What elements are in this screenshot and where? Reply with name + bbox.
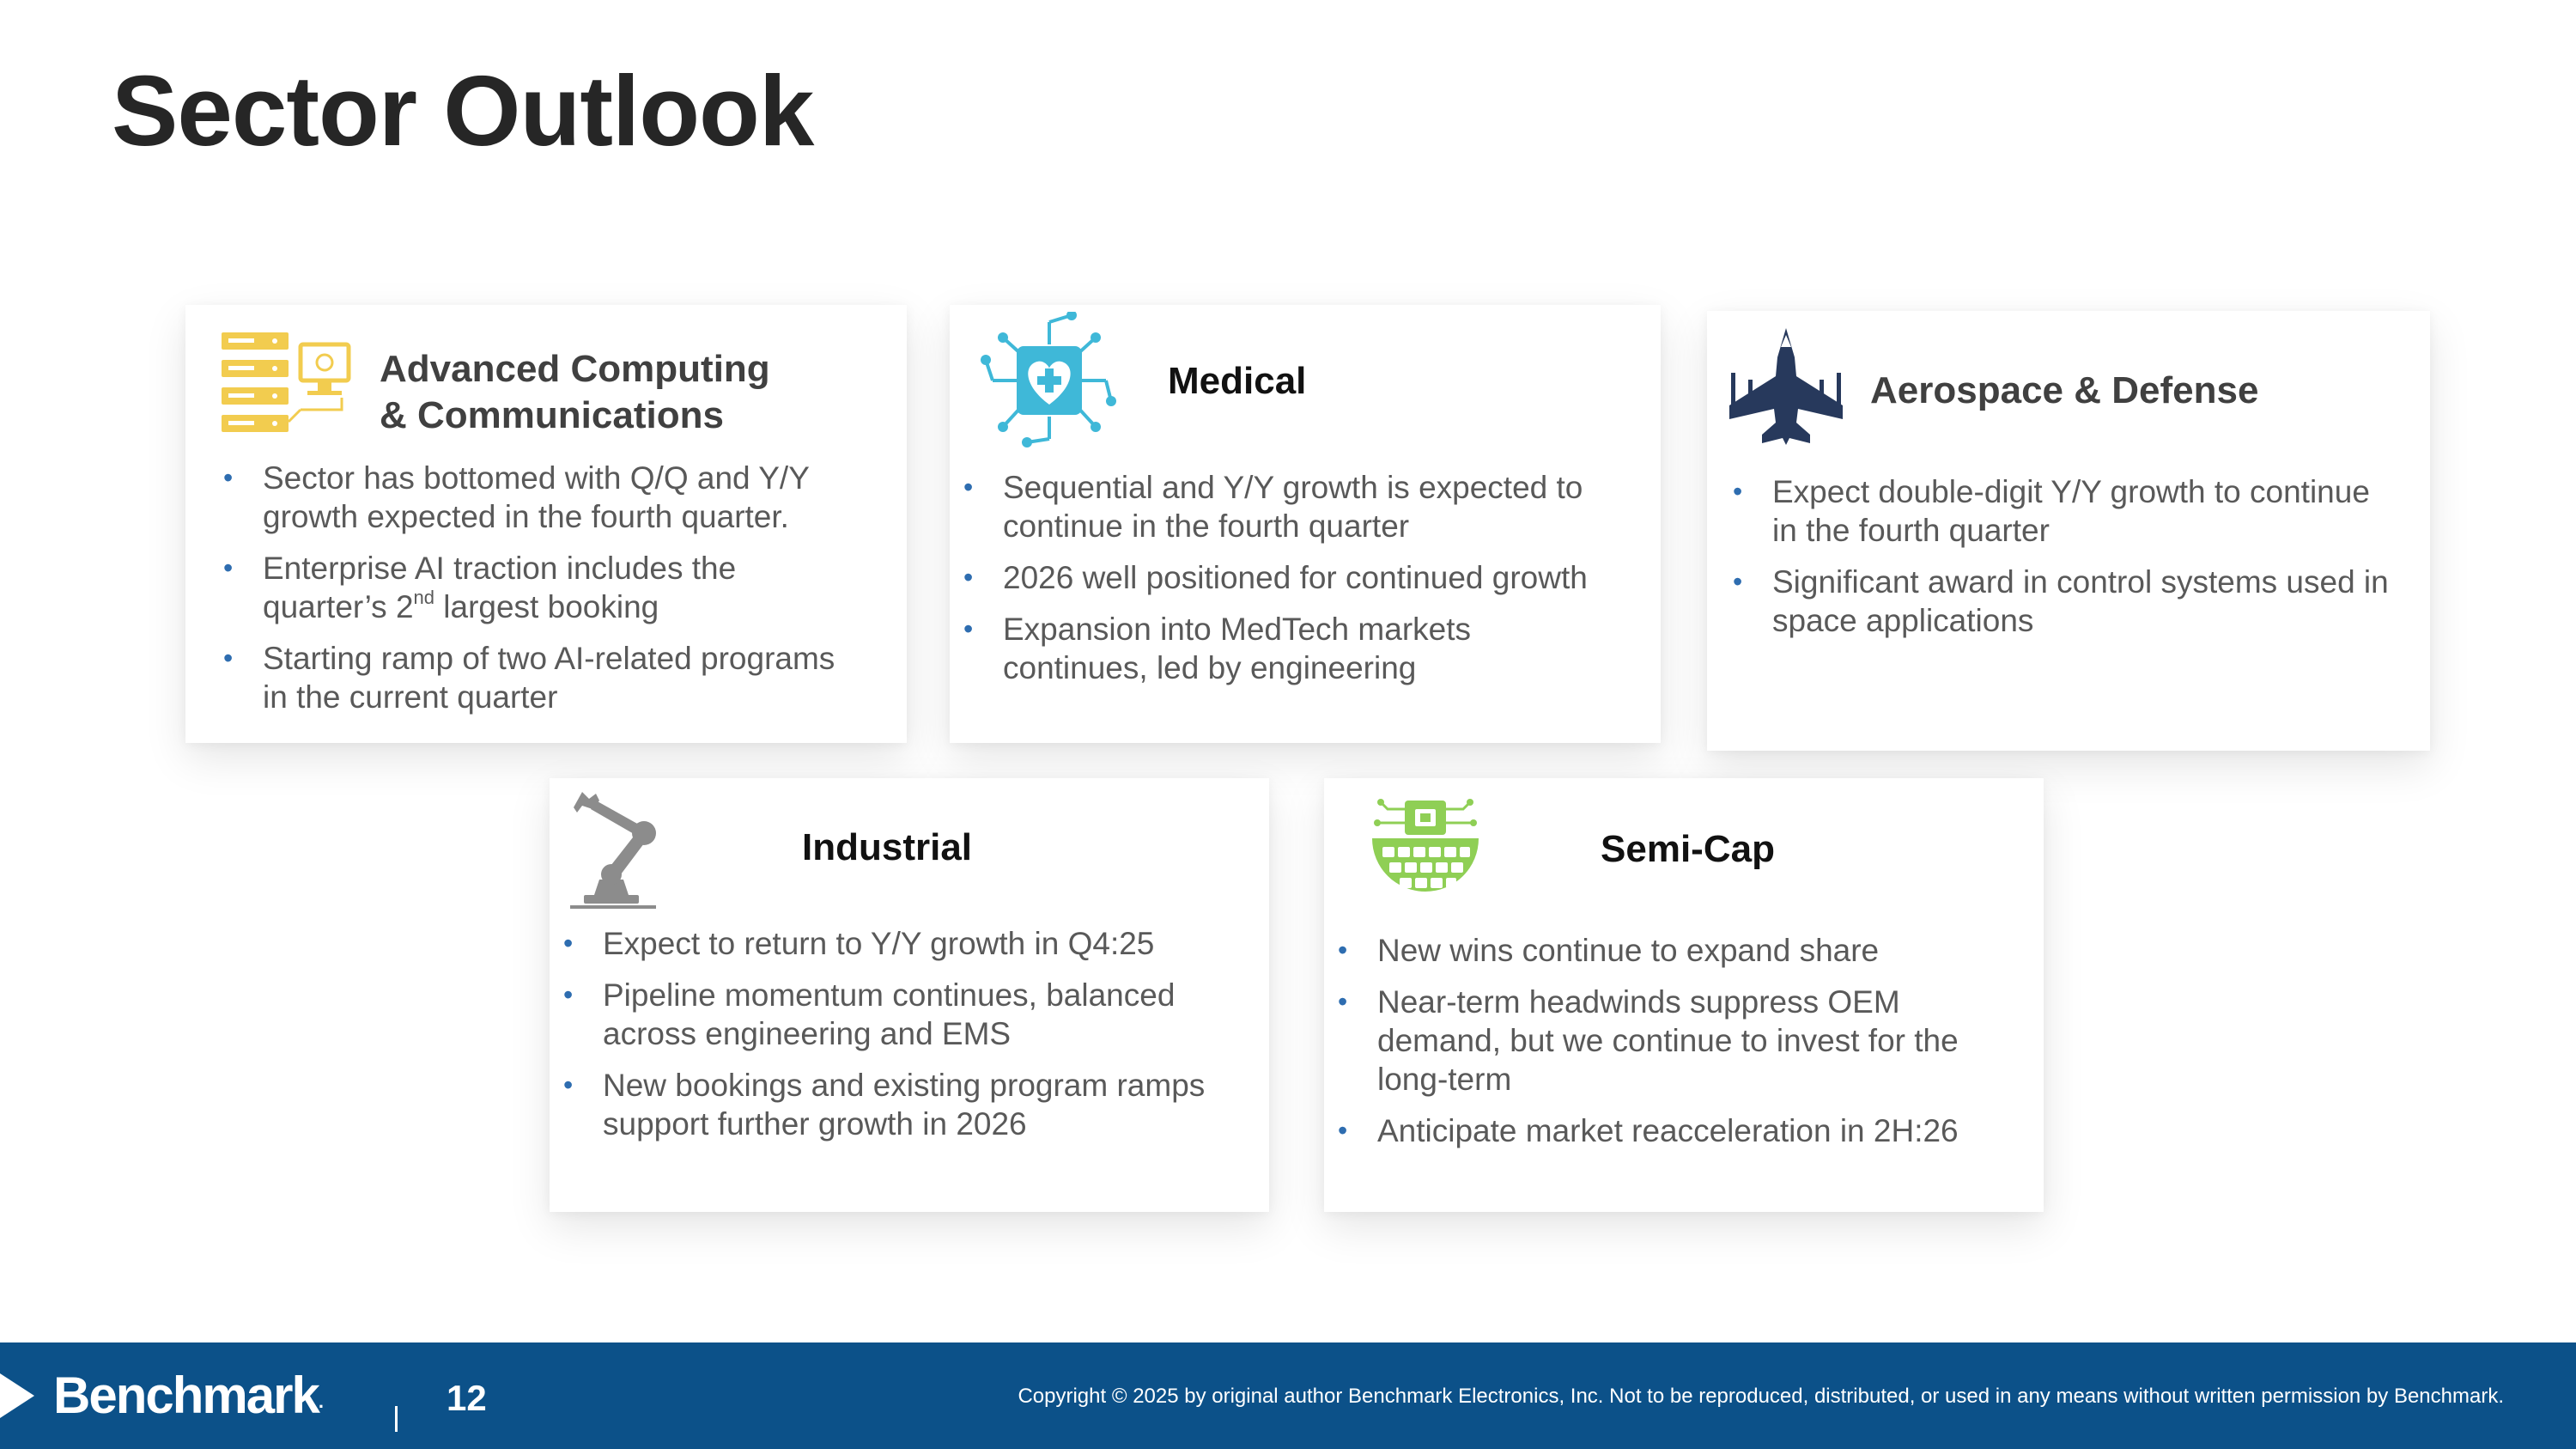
list-item: • Near-term headwinds suppress OEM demand, but we continue to invest for the long-term (1338, 983, 2016, 1099)
brand-logo: Benchmark. (53, 1367, 324, 1424)
sector-bullet-list (963, 468, 1616, 700)
footer-divider (395, 1406, 398, 1432)
sector-card-medical (950, 305, 1661, 743)
list-item: • Sector has bottomed with Q/Q and Y/Y growth expected in the fourth quarter. (223, 459, 859, 536)
sector-title: Aerospace & Defense (1870, 369, 2259, 411)
sector-card-semi-cap (1324, 778, 2044, 1212)
list-item: • Enterprise AI traction includes the quarter’s 2nd largest booking (223, 549, 859, 626)
sector-bullet-list (1733, 472, 2403, 653)
list-item: • Anticipate market reacceleration in 2H:26 (1338, 1111, 2016, 1150)
page-number: 12 (447, 1378, 487, 1418)
sector-card-aerospace-defense (1707, 311, 2430, 751)
list-item: • Expansion into MedTech markets continues, led by engineering (963, 610, 1616, 687)
sector-bullet-list (223, 459, 859, 729)
sector-title: Medical (1168, 360, 1307, 402)
robotic-arm-icon (570, 790, 665, 910)
semiconductor-chip-icon (1370, 797, 1480, 907)
list-item: • Significant award in control systems used in space applications (1733, 563, 2403, 640)
list-item: • Starting ramp of two AI-related programs in the current quarter (223, 639, 859, 716)
list-item: • Expect to return to Y/Y growth in Q4:25 (563, 924, 1242, 963)
list-item: • Sequential and Y/Y growth is expected to continue in the fourth quarter (963, 468, 1616, 545)
sector-bullet-list (563, 924, 1242, 1156)
list-item: • Expect double-digit Y/Y growth to continue in the fourth quarter (1733, 472, 2403, 550)
list-item: • 2026 well positioned for continued growth (963, 558, 1616, 597)
sector-title: Industrial (802, 826, 973, 868)
list-item: • New bookings and existing program ramps support further growth in 2026 (563, 1066, 1242, 1143)
server-computer-icon (222, 331, 359, 434)
fighter-jet-icon (1726, 326, 1846, 447)
list-item: • Pipeline momentum continues, balanced across engineering and EMS (563, 976, 1242, 1053)
sector-card-industrial (550, 778, 1269, 1212)
brand-arrow-icon (0, 1373, 34, 1418)
medical-heart-network-icon (981, 312, 1118, 449)
sector-title: Advanced Computing & Communications (380, 348, 770, 436)
copyright-notice: Copyright © 2025 by original author Benchmark Electronics, Inc. Not to be reproduced, distributed, or used in any means without written permission by Benchmark. (1018, 1385, 2504, 1408)
sector-title: Semi-Cap (1601, 828, 1775, 870)
sector-bullet-list (1338, 931, 2016, 1163)
list-item: • New wins continue to expand share (1338, 931, 2016, 970)
footer-bar (0, 1342, 2576, 1449)
page-title: Sector Outlook (112, 55, 814, 167)
sector-card-advanced-computing (185, 305, 907, 743)
